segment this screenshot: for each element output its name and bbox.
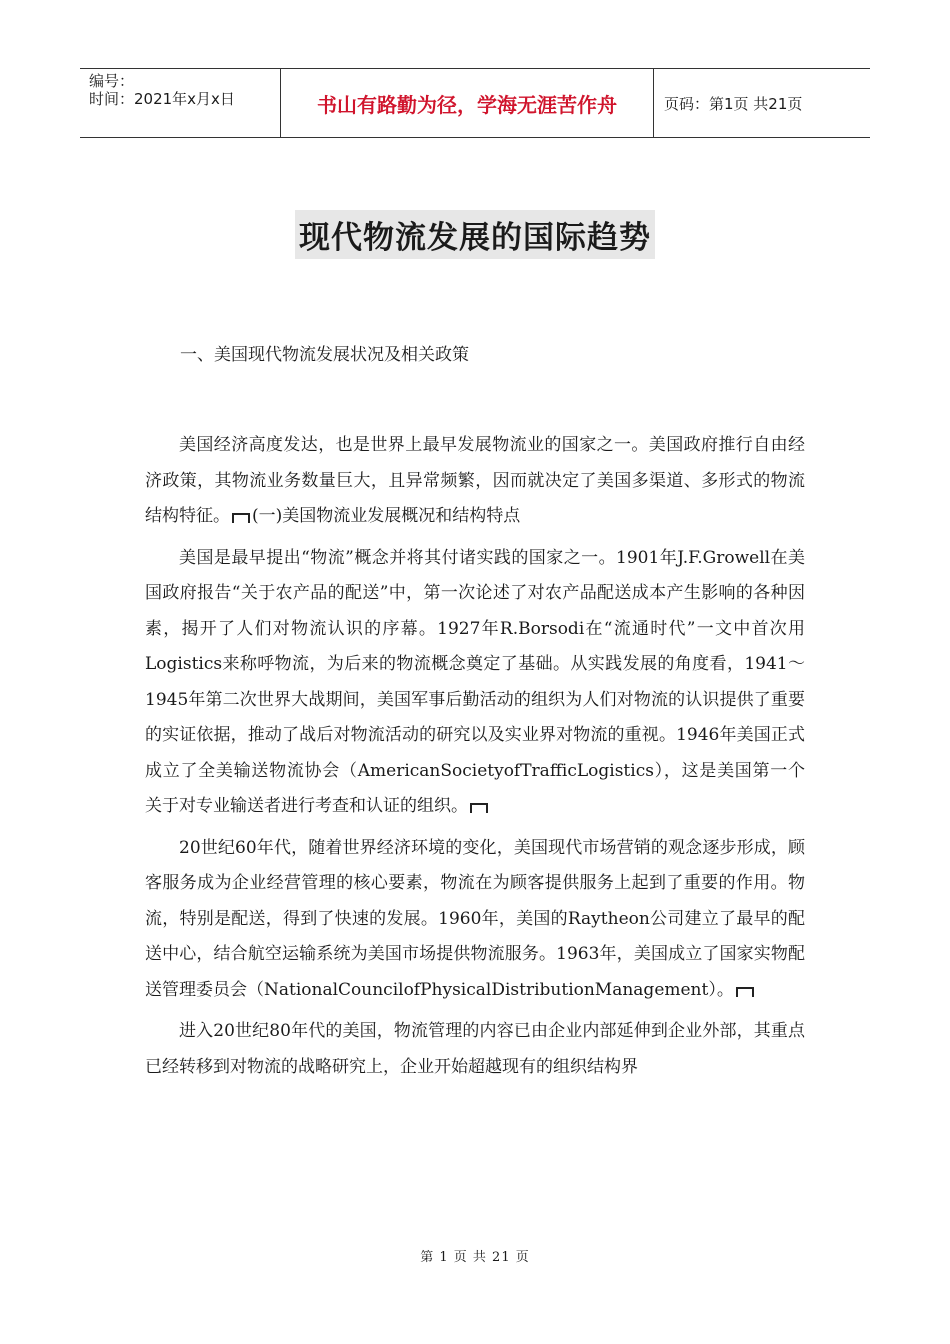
paragraph-4 — [145, 1014, 805, 1085]
number-label: 编号： — [89, 72, 135, 90]
paragraph-2 — [145, 541, 805, 825]
document-title: 现代物流发展的国际趋势 — [295, 210, 655, 259]
header-motto: 书山有路勤为径，学海无涯苦作舟 — [281, 69, 654, 137]
note-mark-icon — [736, 987, 754, 997]
subsection-heading: (一)美国物流业发展概况和结构特点 — [252, 506, 521, 526]
page-footer: 第 1 页 共 21 页 — [420, 1250, 530, 1265]
note-mark-icon — [470, 803, 488, 813]
document-header — [80, 68, 870, 138]
paragraph-4-text: 进入20世纪80年代的美国，物流管理的内容已由企业内部延伸到企业外部，其重点已经转移到对物流的战略研究上，企业开始超越现有的组织结构界 — [145, 1021, 805, 1077]
paragraph-1-text: 美国经济高度发达，也是世界上最早发展物流业的国家之一。美国政府推行自由经济政策，其物流业务数量巨大，且异常频繁，因而就决定了美国多渠道、多形式的物流结构特征。 — [145, 435, 805, 526]
section-heading: 一、美国现代物流发展状况及相关政策 — [180, 345, 469, 365]
document-title-wrap — [0, 210, 950, 259]
note-mark-icon — [232, 513, 250, 523]
header-page-info: 页码：第1页 共21页 — [664, 94, 803, 113]
paragraph-3-text: 20世纪60年代，随着世界经济环境的变化，美国现代市场营销的观念逐步形成，顾客服务成为企业经营管理的核心要素，物流在为顾客提供服务上起到了重要的作用。物流，特别是配送，得到了快速的发展。1960年，美国的Raytheon公司建立了最早的配送中心，结合航空运输系统为美国市场提供物流服务。1963年，美国成立了国家实物配送管理委员会（NationalCouncilofPhysicalDistributionManagement）。 — [145, 837, 805, 1000]
date-label: 时间：2021年x月x日 — [89, 90, 235, 108]
paragraph-1 — [145, 428, 805, 535]
document-body — [145, 428, 805, 1091]
paragraph-2-text: 美国是最早提出“物流”概念并将其付诸实践的国家之一。1901年J.F.Growell在美国政府报告“关于农产品的配送”中，第一次论述了对农产品配送成本产生影响的各种因素，揭开了人们对物流认识的序幕。1927年R.Borsodi在“流通时代”一文中首次用Logistics来称呼物流，为后来的物流概念奠定了基础。从实践发展的角度看，1941～1945年第二次世界大战期间，美国军事后勤活动的组织为人们对物流的认识提供了重要的实证依据，推动了战后对物流活动的研究以及实业界对物流的重视。1946年美国正式成立了全美输送物流协会（AmericanSocietyofTrafficLogistics），这是美国第一个关于对专业输送者进行考查和认证的组织。 — [145, 547, 805, 816]
header-meta — [80, 69, 281, 137]
paragraph-3 — [145, 831, 805, 1009]
